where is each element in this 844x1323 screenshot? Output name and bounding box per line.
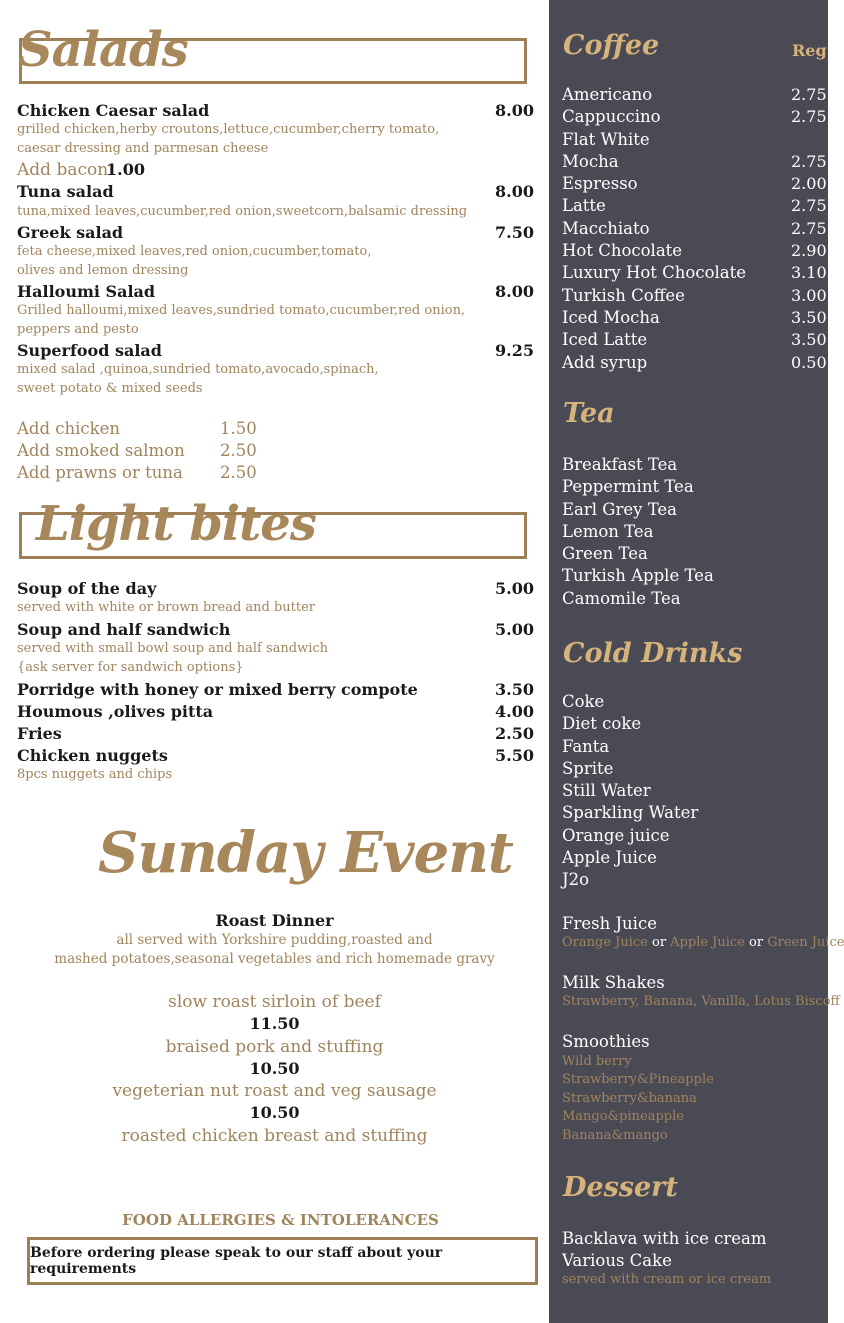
coffee-price: 2.75 xyxy=(791,85,827,104)
menu-item-price: 5.00 xyxy=(495,620,534,639)
juice-option: Orange Juice xyxy=(562,935,648,950)
roast-dish-price: 10.50 xyxy=(249,1059,300,1078)
coffee-price: 3.10 xyxy=(791,263,827,283)
roast-dish-price: 10.50 xyxy=(249,1103,300,1122)
coffee-item: Macchiato xyxy=(562,218,650,238)
cold-drinks-title: Cold Drinks xyxy=(563,638,743,669)
menu-item-price: 8.00 xyxy=(495,182,534,201)
addon-label: Add smoked salmon xyxy=(17,441,185,460)
tea-item: Breakfast Tea xyxy=(562,455,678,474)
addon-label: Add prawns or tuna xyxy=(17,463,183,482)
menu-item-name: Soup and half sandwich xyxy=(17,620,231,639)
coffee-price: 2.75 xyxy=(791,151,827,171)
menu-item-desc: tuna,mixed leaves,cucumber,red onion,sweetcorn,balsamic dressing xyxy=(17,204,468,219)
coffee-size-label: Reg xyxy=(792,41,827,60)
coffee-title: Coffee xyxy=(563,30,660,61)
salads-title: Salads xyxy=(18,22,188,78)
roast-desc-line: all served with Yorkshire pudding,roasted and xyxy=(116,932,433,948)
menu-item-name: Chicken Caesar salad xyxy=(17,101,210,120)
juice-option: Green Juice xyxy=(767,935,844,950)
coffee-item: Add syrup xyxy=(562,352,648,372)
menu-item-name: Fries xyxy=(17,724,62,743)
coffee-item: Turkish Coffee xyxy=(562,285,685,305)
coffee-prices xyxy=(791,84,827,374)
cold-drink-item: Fanta xyxy=(562,736,610,756)
menu-item-price: 5.50 xyxy=(495,746,534,765)
coffee-item: Hot Chocolate xyxy=(562,241,683,261)
coffee-price: 3.50 xyxy=(791,307,827,327)
menu-item-name: Soup of the day xyxy=(17,579,157,598)
tea-list xyxy=(562,454,714,610)
coffee-item: Mocha xyxy=(562,151,619,171)
menu-item-price: 3.50 xyxy=(495,680,534,699)
or-separator: or xyxy=(647,935,671,950)
menu-item-price: 4.00 xyxy=(495,702,534,721)
menu-item-desc: Grilled halloumi,mixed leaves,sundried tomato,cucumber,red onion, peppers and pesto xyxy=(17,303,466,337)
juice-option: Apple Juice xyxy=(670,935,745,950)
menu-item-name: Halloumi Salad xyxy=(17,282,156,301)
menu-item-price: 8.00 xyxy=(495,282,534,301)
smoothie-option: Strawberry&Pineapple xyxy=(562,1072,714,1087)
addon-price: 1.50 xyxy=(220,419,257,438)
roast-dish-name: braised pork and stuffing xyxy=(165,1037,384,1057)
menu-item-desc: grilled chicken,herby croutons,lettuce,cucumber,cherry tomato, caesar dressing and parmesan cheese xyxy=(17,122,440,156)
menu-item-price: 8.00 xyxy=(495,101,534,120)
roast-dish-name: slow roast sirloin of beef xyxy=(168,992,381,1012)
addon-price: 2.50 xyxy=(220,463,257,482)
menu-item-desc: served with white or brown bread and butter xyxy=(17,600,316,615)
fresh-juice-heading: Fresh Juice xyxy=(562,914,657,933)
light-bites-title: Light bites xyxy=(36,496,316,552)
dessert-item: Backlava with ice cream xyxy=(562,1229,767,1248)
tea-item: Green Tea xyxy=(562,544,648,564)
coffee-price: 0.50 xyxy=(791,352,827,372)
dessert-item: Various Cake xyxy=(562,1251,672,1270)
tea-item: Peppermint Tea xyxy=(562,477,694,497)
smoothie-option: Mango&pineapple xyxy=(562,1109,684,1124)
coffee-item: Flat White xyxy=(562,129,650,149)
coffee-list xyxy=(562,84,746,374)
drinks-menu-column xyxy=(549,0,844,1323)
menu-item-name: Houmous ,olives pitta xyxy=(17,702,214,721)
coffee-item: Espresso xyxy=(562,174,638,194)
coffee-price xyxy=(791,129,827,151)
menu-item-name: Tuna salad xyxy=(17,182,114,201)
roast-dish-name: roasted chicken breast and stuffing xyxy=(121,1126,428,1146)
coffee-price: 2.75 xyxy=(791,218,827,238)
addon-label: Add chicken xyxy=(17,419,121,438)
menu-item-desc: served with small bowl soup and half sandwich {ask server for sandwich options} xyxy=(17,641,329,675)
add-bacon-label: Add bacon xyxy=(17,160,109,180)
milk-shakes-heading: Milk Shakes xyxy=(562,973,665,992)
cold-drinks-list xyxy=(562,691,698,892)
add-bacon-price: 1.00 xyxy=(106,160,145,179)
coffee-price: 2.90 xyxy=(791,241,827,261)
cold-drink-item: Still Water xyxy=(562,781,651,801)
coffee-price: 2.75 xyxy=(791,107,827,127)
menu-item-name: Greek salad xyxy=(17,223,124,242)
coffee-item: Latte xyxy=(562,196,606,216)
cold-drink-item: Diet coke xyxy=(562,714,642,734)
coffee-price: 2.00 xyxy=(791,174,827,194)
fresh-juice-options xyxy=(562,934,844,953)
roast-dish-name: vegeterian nut roast and veg sausage xyxy=(112,1081,437,1101)
tea-item: Earl Grey Tea xyxy=(562,499,678,519)
allergies-title: FOOD ALLERGIES & INTOLERANCES xyxy=(122,1211,439,1229)
coffee-item: Americano xyxy=(562,85,653,104)
menu-item-desc: mixed salad ,quinoa,sundried tomato,avocado,spinach, sweet potato & mixed seeds xyxy=(17,362,379,396)
coffee-price: 3.50 xyxy=(791,330,827,350)
tea-item: Turkish Apple Tea xyxy=(562,566,714,586)
dessert-note: served with cream or ice cream xyxy=(562,1272,772,1287)
menu-item-price: 5.00 xyxy=(495,579,534,598)
or-separator: or xyxy=(744,935,768,950)
roast-dinner-heading: Roast Dinner xyxy=(215,911,334,930)
cold-drink-item: Orange juice xyxy=(562,825,670,845)
coffee-price: 3.00 xyxy=(791,285,827,305)
tea-title: Tea xyxy=(563,398,615,429)
addon-price: 2.50 xyxy=(220,441,257,460)
cold-drink-item: Apple Juice xyxy=(562,848,657,868)
menu-item-price: 2.50 xyxy=(495,724,534,743)
coffee-item: Iced Mocha xyxy=(562,307,660,327)
sunday-event-title: Sunday Event xyxy=(98,820,513,886)
menu-item-name: Porridge with honey or mixed berry compote xyxy=(17,680,418,699)
menu-item-name: Superfood salad xyxy=(17,341,162,360)
menu-item-price: 9.25 xyxy=(495,341,534,360)
smoothie-option: Strawberry&banana xyxy=(562,1091,697,1106)
coffee-item: Luxury Hot Chocolate xyxy=(562,263,747,283)
roast-dish-price: 11.50 xyxy=(249,1014,300,1033)
smoothies-heading: Smoothies xyxy=(562,1032,650,1051)
dessert-title: Dessert xyxy=(563,1172,678,1203)
menu-item-price: 7.50 xyxy=(495,223,534,242)
tea-item: Camomile Tea xyxy=(562,588,681,608)
milk-shakes-options: Strawberry, Banana, Vanilla, Lotus Biscoff xyxy=(562,994,840,1009)
cold-drink-item: Sparkling Water xyxy=(562,803,699,823)
cold-drink-item: J2o xyxy=(562,870,590,890)
smoothie-option: Banana&mango xyxy=(562,1128,668,1143)
menu-item-desc: 8pcs nuggets and chips xyxy=(17,767,173,782)
menu-item-name: Chicken nuggets xyxy=(17,746,168,765)
roast-desc-line: mashed potatoes,seasonal vegetables and rich homemade gravy xyxy=(54,951,495,967)
cold-drink-item: Coke xyxy=(562,692,605,711)
smoothie-option: Wild berry xyxy=(562,1054,632,1069)
menu-item-desc: feta cheese,mixed leaves,red onion,cucumber,tomato, olives and lemon dressing xyxy=(17,244,372,278)
coffee-item: Cappuccino xyxy=(562,107,661,127)
coffee-price: 2.75 xyxy=(791,196,827,216)
cold-drink-item: Sprite xyxy=(562,758,614,778)
coffee-item: Iced Latte xyxy=(562,330,648,350)
allergies-notice: Before ordering please speak to our staff about your requirements xyxy=(27,1237,538,1285)
tea-item: Lemon Tea xyxy=(562,521,654,541)
